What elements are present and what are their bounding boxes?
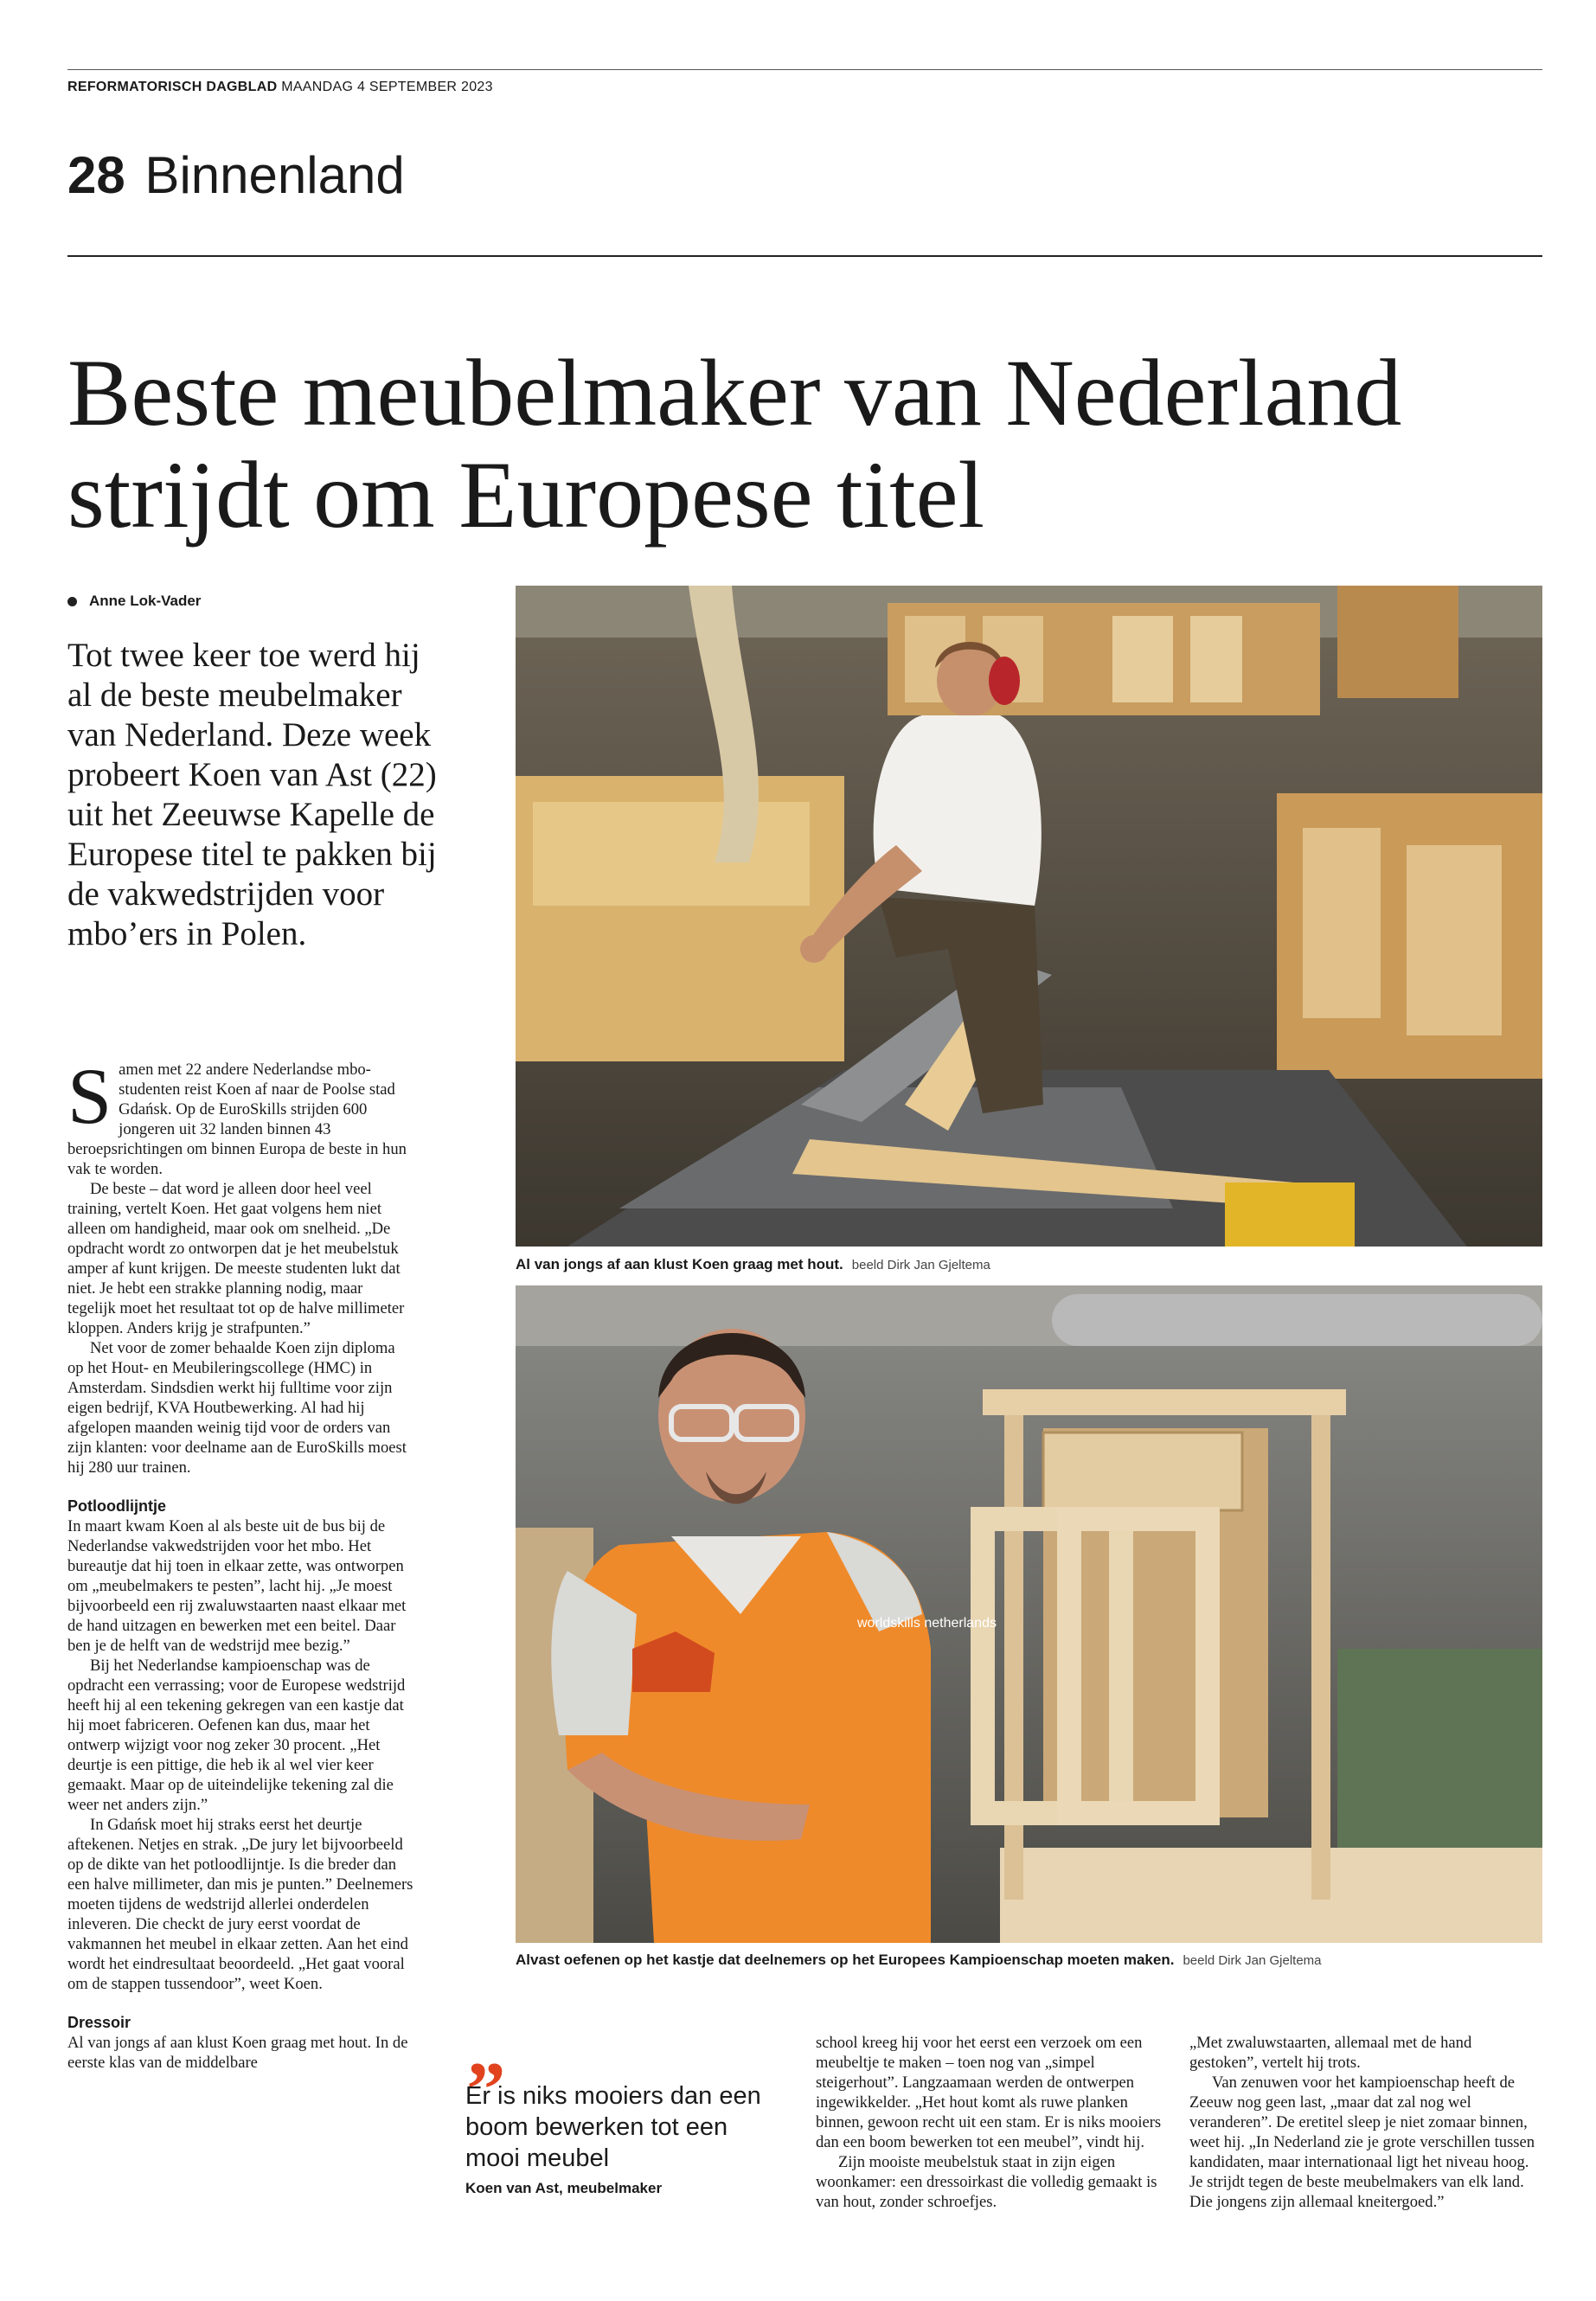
caption-text: Al van jongs af aan klust Koen graag met hout. <box>516 1256 843 1272</box>
photo-workshop-saw <box>516 586 1542 1247</box>
page-number: 28 <box>67 146 125 204</box>
intro-lead: Tot twee keer toe werd hij al de beste meubelmaker van Nederland. Deze week probeert Koen van Ast (22) uit het Zeeuwse Kapelle de Europese titel te pakken bij de vakwedstrijden voor mbo’ers in Polen. <box>67 637 437 952</box>
article-paragraph: Bij het Nederlandse kampioenschap was de opdracht een verrassing; voor de Europese wedstrijd heeft hij al een tekening gekregen van een kastje dat hij moet fabriceren. Oefenen kan dus, maar het ontwerp wijzigt voor nog zeker 30 procent. „Het deurtje is een pittige, die heb ik al wel vier keer gemaakt. Maar op de uiteindelijke tekening zal die weer net anders zijn.” <box>67 1657 406 1814</box>
newspaper-name: REFORMATORISCH DAGBLAD <box>67 80 278 94</box>
subheading: Dressoir <box>67 2014 131 2031</box>
photo-caption-1 <box>516 1256 990 1273</box>
photo-cabinet <box>516 1285 1542 1943</box>
caption-text: Alvast oefenen op het kastje dat deelnemers op het Europees Kampioenschap moeten maken. <box>516 1952 1175 1968</box>
masthead <box>67 80 493 95</box>
article-paragraph: Van zenuwen voor het kampioenschap heeft de Zeeuw nog geen last, „maar dat zal nog wel veranderen”. De eretitel sleep je niet zomaar binnen, weet hij. „In Nederland zie je grote verschillen tussen kandidaten, maar internationaal ligt het niveau hoog. Je strijdt tegen de beste meubelmakers van elk land. Die jongens zijn allemaal kneitergoed.” <box>1189 2073 1535 2211</box>
pull-quote: Er is niks mooiers dan een boom bewerken tot een mooi meubel <box>465 2082 761 2172</box>
article-paragraph: school kreeg hij voor het eerst een verzoek om een meubeltje te maken – toen nog van „simpel steigerhout”. Langzaamaan werden de ontwerpen ingewikkelder. „Het hout komt als ruwe planken binnen, gewoon recht uit een stam. Er is niks mooiers dan een boom bewerken tot een meubel”, vindt hij. <box>816 2034 1162 2151</box>
bullet-icon <box>67 597 77 606</box>
quote-mark-icon: „ <box>467 2007 506 2093</box>
issue-date: MAANDAG 4 SEPTEMBER 2023 <box>281 80 493 94</box>
headline-line-2: strijdt om Europese titel <box>67 442 985 548</box>
photo-caption-2 <box>516 1952 1322 1969</box>
article-column-3 <box>816 2033 1162 2212</box>
photo-illustration <box>516 1285 1542 1943</box>
headline-line-1: Beste meubelmaker van Nederland <box>67 340 1402 445</box>
article-paragraph: De beste – dat word je alleen door heel veel training, vertelt Koen. Het gaat volgens hem niet alleen om handigheid, maar ook om snelheid. „De opdracht wordt zo ontworpen dat je het meubelstuk amper af kunt krijgen. De meeste studenten lukt dat niet. Je hebt een strakke planning nodig, maar tegelijk moet het resultaat tot op de halve millimeter kloppen. Anders krijg je strafpunten.” <box>67 1180 405 1337</box>
drop-cap: S <box>67 1052 112 1140</box>
top-rule <box>67 69 1542 70</box>
article-paragraph: In Gdańsk moet hij straks eerst het deurtje aftekenen. Netjes en strak. „De jury let bijvoorbeeld op de dikte van het potloodlijntje. Is die breder dan een halve millimeter, dan mis je punten.” Deelnemers moeten tijdens de wedstrijd allerlei onderdelen inleveren. Die checkt de jury eerst voordat de vakmannen het meubel in elkaar zetten. Aan het eind wordt het eindresultaat beoordeeld. „Het gaat vooral om de stappen tussendoor”, weet Koen. <box>67 1816 413 1993</box>
article-column-4 <box>1189 2033 1535 2212</box>
subheading: Potloodlijntje <box>67 1497 166 1515</box>
photo-credit: beeld Dirk Jan Gjeltema <box>851 1258 990 1272</box>
shirt-print: worldskills netherlands <box>857 1616 997 1631</box>
section-header <box>67 145 405 205</box>
section-name: Binnenland <box>144 146 405 204</box>
article-paragraph: Zijn mooiste meubelstuk staat in zijn eigen woonkamer: een dressoirkast die volledig gemaakt is van hout, zonder schroefjes. <box>816 2153 1157 2211</box>
article-paragraph: In maart kwam Koen al als beste uit de bus bij de Nederlandse vakwedstrijden voor het mbo. Het bureautje dat hij toen in elkaar zette, was ontworpen om „meubelmakers te pesten”, lacht hij. „Je moest bijvoorbeeld een rij zwaluwstaarten naast elkaar met de hand uitzagen en bewerken met een beitel. Daar ben je de helft van de wedstrijd mee bezig.” <box>67 1517 407 1655</box>
article-paragraph: Samen met 22 andere Nederlandse mbo-studenten reist Koen af naar de Poolse stad Gdańsk. Op de EuroSkills strijden 600 jongeren uit 32 landen binnen 43 beroepsrichtingen om binnen Europa de beste in hun vak te worden. <box>67 1052 407 1178</box>
article-paragraph: „Met zwaluwstaarten, allemaal met de hand gestoken”, vertelt hij trots. <box>1189 2034 1472 2072</box>
article-paragraph: Al van jongs af aan klust Koen graag met hout. In de eerste klas van de middelbare <box>67 2034 408 2072</box>
article-paragraph: Net voor de zomer behaalde Koen zijn diploma op het Hout- en Meubileringscollege (HMC) in Amsterdam. Sindsdien werkt hij fulltime voor zijn eigen bedrijf, KVA Houtbewerking. Al had hij afgelopen maanden weinig tijd voor de orders van zijn klanten: voor deelname aan de EuroSkills moest hij 280 uur trainen. <box>67 1339 407 1477</box>
headline <box>67 342 1555 546</box>
pull-quote-source: Koen van Ast, meubelmaker <box>465 2180 663 2196</box>
byline <box>67 593 201 610</box>
photo-illustration <box>516 586 1542 1247</box>
photo-credit: beeld Dirk Jan Gjeltema <box>1183 1953 1322 1968</box>
section-rule <box>67 255 1542 257</box>
article-column-1 <box>67 1052 413 2073</box>
author-name: Anne Lok-Vader <box>89 593 202 609</box>
